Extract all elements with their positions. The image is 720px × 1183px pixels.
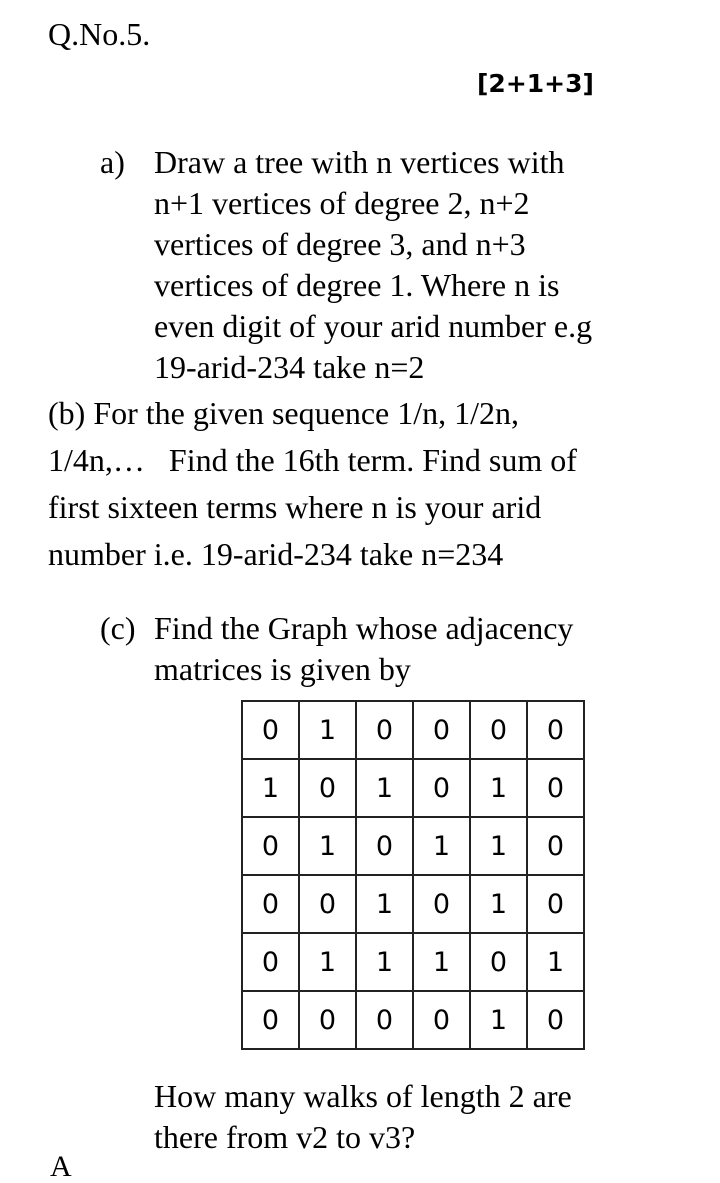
matrix-cell: 0: [527, 701, 584, 759]
matrix-cell: 0: [242, 817, 299, 875]
part-a-line: n+1 vertices of degree 2, n+2: [154, 185, 530, 221]
matrix-cell: 0: [413, 759, 470, 817]
matrix-row: [242, 701, 584, 759]
matrix-cell: 0: [413, 991, 470, 1049]
matrix-cell: 0: [470, 933, 527, 991]
matrix-cell: 0: [299, 875, 356, 933]
part-a-text: [154, 142, 592, 388]
matrix-cell: 1: [470, 875, 527, 933]
matrix-cell: 0: [470, 701, 527, 759]
part-c-question: [154, 1076, 572, 1158]
part-c-question-line: How many walks of length 2 are: [154, 1078, 572, 1114]
matrix-cell: 1: [470, 817, 527, 875]
matrix-cell: 0: [242, 991, 299, 1049]
matrix-cell: 0: [527, 817, 584, 875]
matrix-cell: 0: [356, 817, 413, 875]
matrix-cell: 0: [242, 933, 299, 991]
adjacency-matrix-body: [242, 701, 584, 1049]
part-a-line: even digit of your arid number e.g: [154, 308, 593, 344]
part-b-line: number i.e. 19-arid-234 take n=234: [48, 536, 504, 572]
part-c-line: matrices is given by: [154, 651, 411, 687]
adjacency-matrix: [241, 700, 585, 1050]
matrix-cell: 0: [356, 991, 413, 1049]
matrix-cell: 0: [413, 701, 470, 759]
matrix-cell: 1: [299, 701, 356, 759]
matrix-row: [242, 991, 584, 1049]
part-a-line: vertices of degree 3, and n+3: [154, 226, 526, 262]
part-c-text: [154, 608, 573, 690]
matrix-row: [242, 875, 584, 933]
matrix-cell: 1: [299, 817, 356, 875]
matrix-cell: 0: [242, 701, 299, 759]
matrix-row: [242, 817, 584, 875]
part-a-line: 19-arid-234 take n=2: [154, 349, 425, 385]
part-c-label: (c): [100, 610, 136, 646]
matrix-cell: 1: [413, 933, 470, 991]
matrix-cell: 0: [527, 991, 584, 1049]
part-a-label: a): [100, 144, 125, 180]
matrix-cell: 0: [413, 875, 470, 933]
matrix-cell: 1: [470, 991, 527, 1049]
matrix-cell: 1: [356, 759, 413, 817]
matrix-cell: 0: [299, 759, 356, 817]
part-c-line: Find the Graph whose adjacency: [154, 610, 574, 646]
part-b-line: 1/4n,… Find the 16th term. Find sum of: [48, 442, 577, 478]
part-b-line: first sixteen terms where n is your arid: [48, 489, 542, 525]
matrix-cell: 0: [299, 991, 356, 1049]
part-c-question-line: there from v2 to v3?: [154, 1119, 416, 1155]
matrix-cell: 1: [356, 933, 413, 991]
matrix-cell: 0: [242, 875, 299, 933]
matrix-cell: 1: [527, 933, 584, 991]
marks-distribution: [2+1+3]: [477, 69, 594, 98]
part-a-line: Draw a tree with n vertices with: [154, 144, 565, 180]
matrix-row: [242, 933, 584, 991]
matrix-cell: 1: [413, 817, 470, 875]
question-number: Q.No.5.: [48, 16, 151, 52]
matrix-cell: 1: [356, 875, 413, 933]
matrix-cell: 0: [527, 875, 584, 933]
matrix-cell: 1: [299, 933, 356, 991]
matrix-row: [242, 759, 584, 817]
part-a-line: vertices of degree 1. Where n is: [154, 267, 560, 303]
matrix-cell: 0: [527, 759, 584, 817]
matrix-cell: 1: [470, 759, 527, 817]
matrix-cell: 1: [242, 759, 299, 817]
matrix-cell: 0: [356, 701, 413, 759]
cut-off-text: A: [50, 1150, 72, 1183]
part-b-text: [48, 390, 577, 578]
part-b-line: (b) For the given sequence 1/n, 1/2n,: [48, 395, 519, 431]
